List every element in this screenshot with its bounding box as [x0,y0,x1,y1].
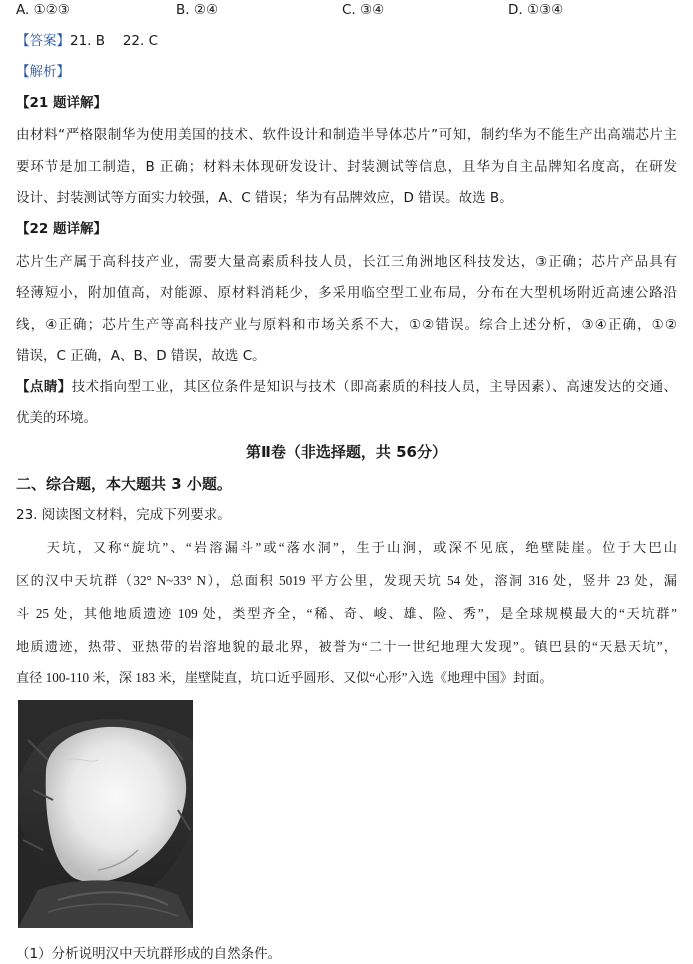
answer-text: 21. B 22. C [70,33,159,49]
option-d: D. ①③④ [508,2,564,18]
tip-text: 技术指向型工业，其区位条件是知识与技术（即高素质的科技人员，主导因素）、高速发达的交通、 [71,379,678,395]
q21-line-2: 要环节是加工制造，B 正确；材料未体现研发设计、封装测试等信息，且华为自主品牌知名度高，在研发 [16,159,677,175]
q22-title: 【22 题详解】 [16,221,107,237]
q23-passage-3: 斗 25 处，其他地质遗迹 109 处，类型齐全，“稀、奇、峻、雄、险、秀”，是全球规模最大的“天坑群” [16,606,677,621]
q23-passage-4: 地质遗迹，热带、亚热带的岩溶地貌的最北界，被誉为“二十一世纪地理大发现”。镇巴县的“天悬天坑”， [16,639,677,654]
q23-sub1: （1）分析说明汉中天坑群形成的自然条件。 [16,946,282,962]
q23-passage-2: 区的汉中天坑群（32° N~33° N），总面积 5019 平方公里，发现天坑 54 处，溶洞 316 处，竖井 23 处，漏 [16,573,677,588]
option-c: C. ③④ [342,2,385,18]
q21-title: 【21 题详解】 [16,95,107,111]
part2-title: 第Ⅱ卷（非选择题，共 56分） [246,443,447,461]
q21-line-3: 设计、封装测试等方面实力较强，A、C 错误；华为有品牌效应，D 错误。故选 B。 [16,190,513,206]
q23-passage-1: 天坑，又称“旋坑”、“岩溶漏斗”或“落水洞”，生于山涧，或深不见底，绝壁陡崖。位于大巴山 [16,540,677,555]
q21-line-1: 由材料“严格限制华为使用美国的技术、软件设计和制造半导体芯片”可知，制约华为不能生产出高端芯片主 [16,127,677,143]
analysis-tag: 【解析】 [16,64,70,80]
q23-passage-5: 直径 100-110 米，深 183 米，崖壁陡直，坑口近乎圆形、又似“心形”入选《地理中国》封面。 [16,670,553,685]
tip-tag: 【点睛】 [16,379,72,395]
tip-line-2: 优美的环境。 [16,410,97,426]
options-row [0,0,693,22]
q22-line-3: 线，④正确；芯片生产等高科技产业与原料和市场关系不大，①②错误。综合上述分析，③④正确，①② [16,317,677,333]
answer-tag: 【答案】 [16,33,70,49]
q23-intro: 23. 阅读图文材料，完成下列要求。 [16,507,231,523]
tip-line-1 [16,377,677,397]
option-b: B. ②④ [176,2,219,18]
answer-line [16,31,158,51]
q22-line-4: 错误，C 正确，A、B、D 错误，故选 C。 [16,348,266,364]
sinkhole-photo [18,700,193,928]
q22-line-2: 轻薄短小，附加值高，对能源、原材料消耗少，多采用临空型工业布局，分布在大型机场附近高速公路沿 [16,285,677,301]
option-a: A. ①②③ [16,2,70,18]
section-title: 二、综合题，本大题共 3 小题。 [16,475,232,493]
q22-line-1: 芯片生产属于高科技产业，需要大量高素质科技人员，长江三角洲地区科技发达，③正确；芯片产品具有 [16,254,677,270]
